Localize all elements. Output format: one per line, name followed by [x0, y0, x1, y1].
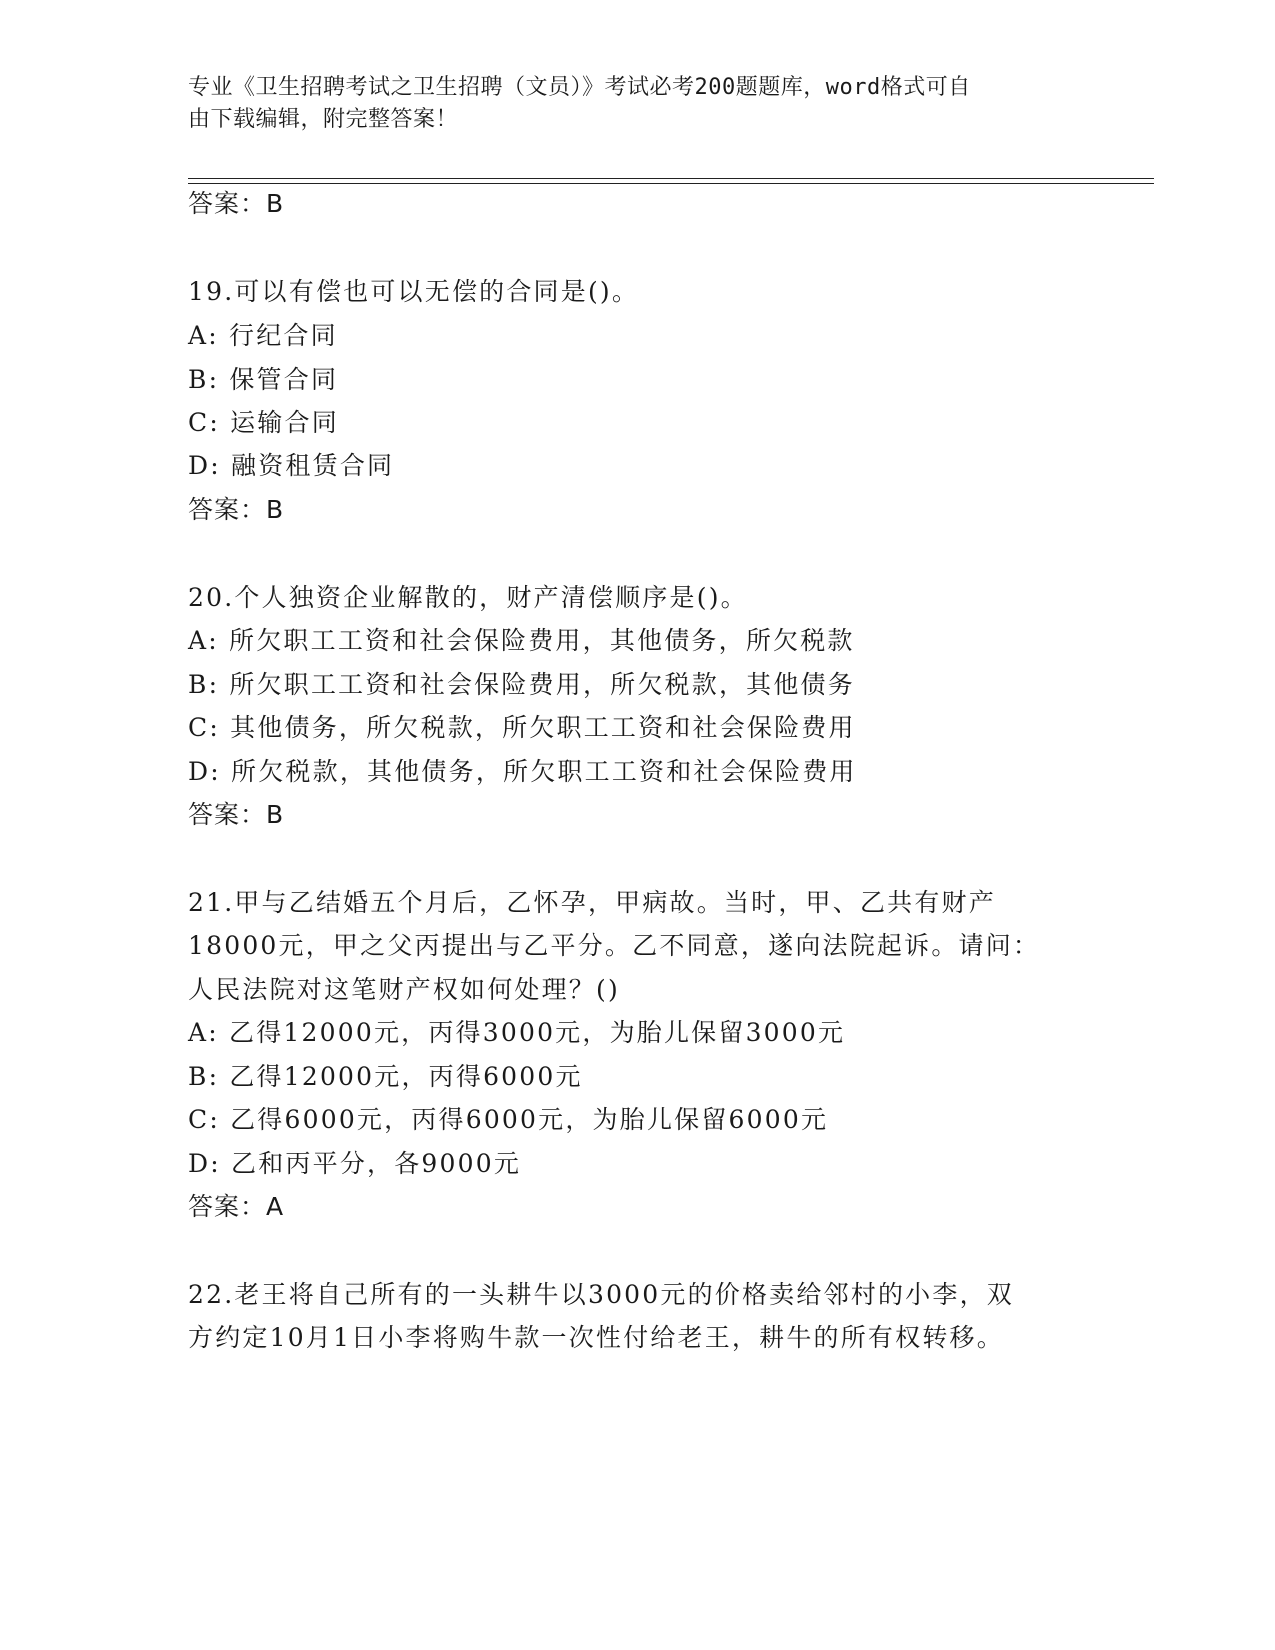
question-20-option-c: C: 其他债务，所欠税款，所欠职工工资和社会保险费用	[188, 713, 856, 742]
header-line-1: 专业《卫生招聘考试之卫生招聘（文员）》考试必考200题题库，word格式可自	[188, 75, 971, 100]
question-21-answer: 答案：A	[188, 1192, 285, 1221]
header-rule-top	[188, 178, 1154, 179]
question-21-stem-line-3: 人民法院对这笔财产权如何处理？()	[188, 975, 620, 1004]
question-19-stem: 19.可以有偿也可以无偿的合同是()。	[188, 277, 640, 306]
question-21-option-a: A: 乙得12000元，丙得3000元，为胎儿保留3000元	[188, 1018, 846, 1047]
header-rule-bottom	[188, 183, 1154, 184]
question-20-option-d: D: 所欠税款，其他债务，所欠职工工资和社会保险费用	[188, 757, 857, 786]
question-20-option-a: A: 所欠职工工资和社会保险费用，其他债务，所欠税款	[188, 626, 855, 655]
document-header	[188, 72, 1068, 136]
question-19-option-d: D: 融资租赁合同	[188, 451, 395, 480]
question-19-option-c: C: 运输合同	[188, 408, 339, 437]
question-20-answer: 答案：B	[188, 800, 285, 829]
question-21-stem-line-2: 18000元，甲之父丙提出与乙平分。乙不同意，遂向法院起诉。请问：	[188, 931, 1041, 960]
question-21-option-c: C: 乙得6000元，丙得6000元，为胎儿保留6000元	[188, 1105, 829, 1134]
header-line-2: 由下载编辑，附完整答案！	[188, 107, 459, 132]
question-20-stem: 20.个人独资企业解散的，财产清偿顺序是()。	[188, 583, 748, 612]
question-19-answer: 答案：B	[188, 495, 285, 524]
question-22-stem-line-2: 方约定10月1日小李将购牛款一次性付给老王，耕牛的所有权转移。	[188, 1323, 1004, 1352]
previous-answer: 答案：B	[188, 189, 285, 218]
question-21-stem-line-1: 21.甲与乙结婚五个月后，乙怀孕，甲病故。当时，甲、乙共有财产	[188, 888, 996, 917]
question-19-option-b: B: 保管合同	[188, 365, 339, 394]
question-19-option-a: A: 行纪合同	[188, 321, 338, 350]
question-21-option-b: B: 乙得12000元，丙得6000元	[188, 1062, 583, 1091]
question-20-option-b: B: 所欠职工工资和社会保险费用，所欠税款，其他债务	[188, 670, 855, 699]
question-21-option-d: D: 乙和丙平分，各9000元	[188, 1149, 522, 1178]
question-22-stem-line-1: 22.老王将自己所有的一头耕牛以3000元的价格卖给邻村的小李，双	[188, 1280, 1014, 1309]
